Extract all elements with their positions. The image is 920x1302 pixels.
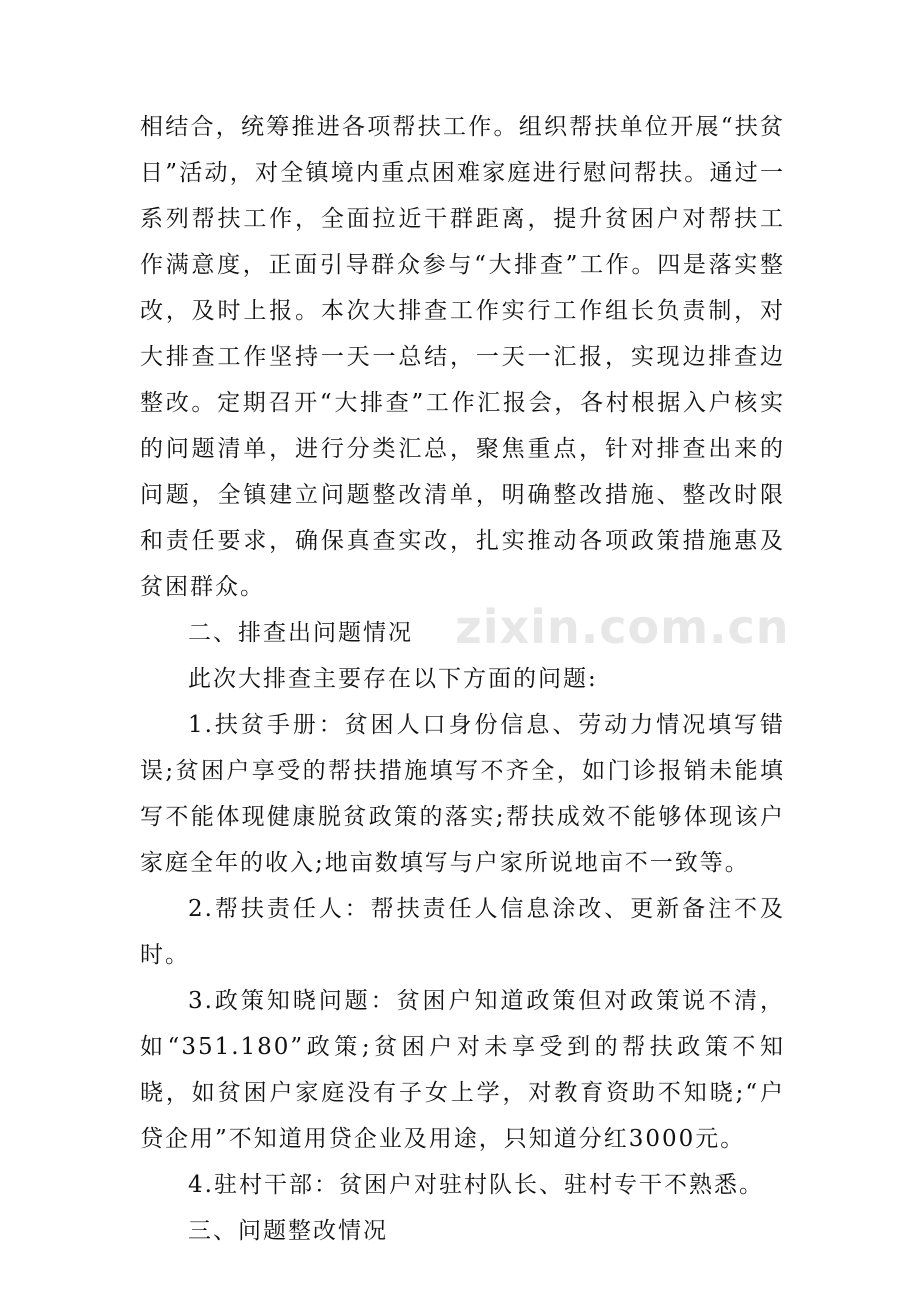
paragraph-intro-problems: 此次大排查主要存在以下方面的问题: [188,666,598,692]
paragraph-helping-work: 相结合，统筹推进各项帮扶工作。组织帮扶单位开展“扶贫日”活动，对全镇境内重点困难家庭进行慰问帮扶。通过一系列帮扶工作，全面拉近干群距离，提升贫困户对帮扶工作满意度，正面引导群众参与“大排查”工作。四是落实整改，及时上报。本次大排查工作实行工作组长负责制，对大排查工作坚持一天一总结，一天一汇报，实现边排查边整改。定期召开“大排查”工作汇报会，各村根据入户核实的问题清单，进行分类汇总，聚焦重点，针对排查出来的问题，全镇建立问题整改清单，明确整改措施、整改时限和责任要求，确保真查实改，扎实推动各项政策措施惠及贫困群众。 [140,114,785,600]
paragraph-problem-1: 1.扶贫手册：贫困人口身份信息、劳动力情况填写错误;贫困户享受的帮扶措施填写不齐全，如门诊报销未能填写不能体现健康脱贫政策的落实;帮扶成效不能够体现该户家庭全年的收入;地亩数填写与户家所说地亩不一致等。 [140,712,785,876]
watermark: zixin.com.cn [455,600,790,654]
document-body [140,104,785,1254]
paragraph-problem-3: 3.政策知晓问题：贫困户知道政策但对政策说不清，如“351.180”政策;贫困户对未享受到的帮扶政策不知晓，如贫困户家庭没有子女上学，对教育资助不知晓;“户贷企用”不知道用贷企业及用途，只知道分红3000元。 [140,988,785,1152]
paragraph-problem-4: 4.驻村干部：贫困户对驻村队长、驻村专干不熟悉。 [188,1172,764,1198]
section-heading-2: 二、排查出问题情况 [188,620,413,646]
section-heading-3: 三、问题整改情况 [188,1218,388,1244]
paragraph-problem-2: 2.帮扶责任人：帮扶责任人信息涂改、更新备注不及时。 [140,896,785,968]
